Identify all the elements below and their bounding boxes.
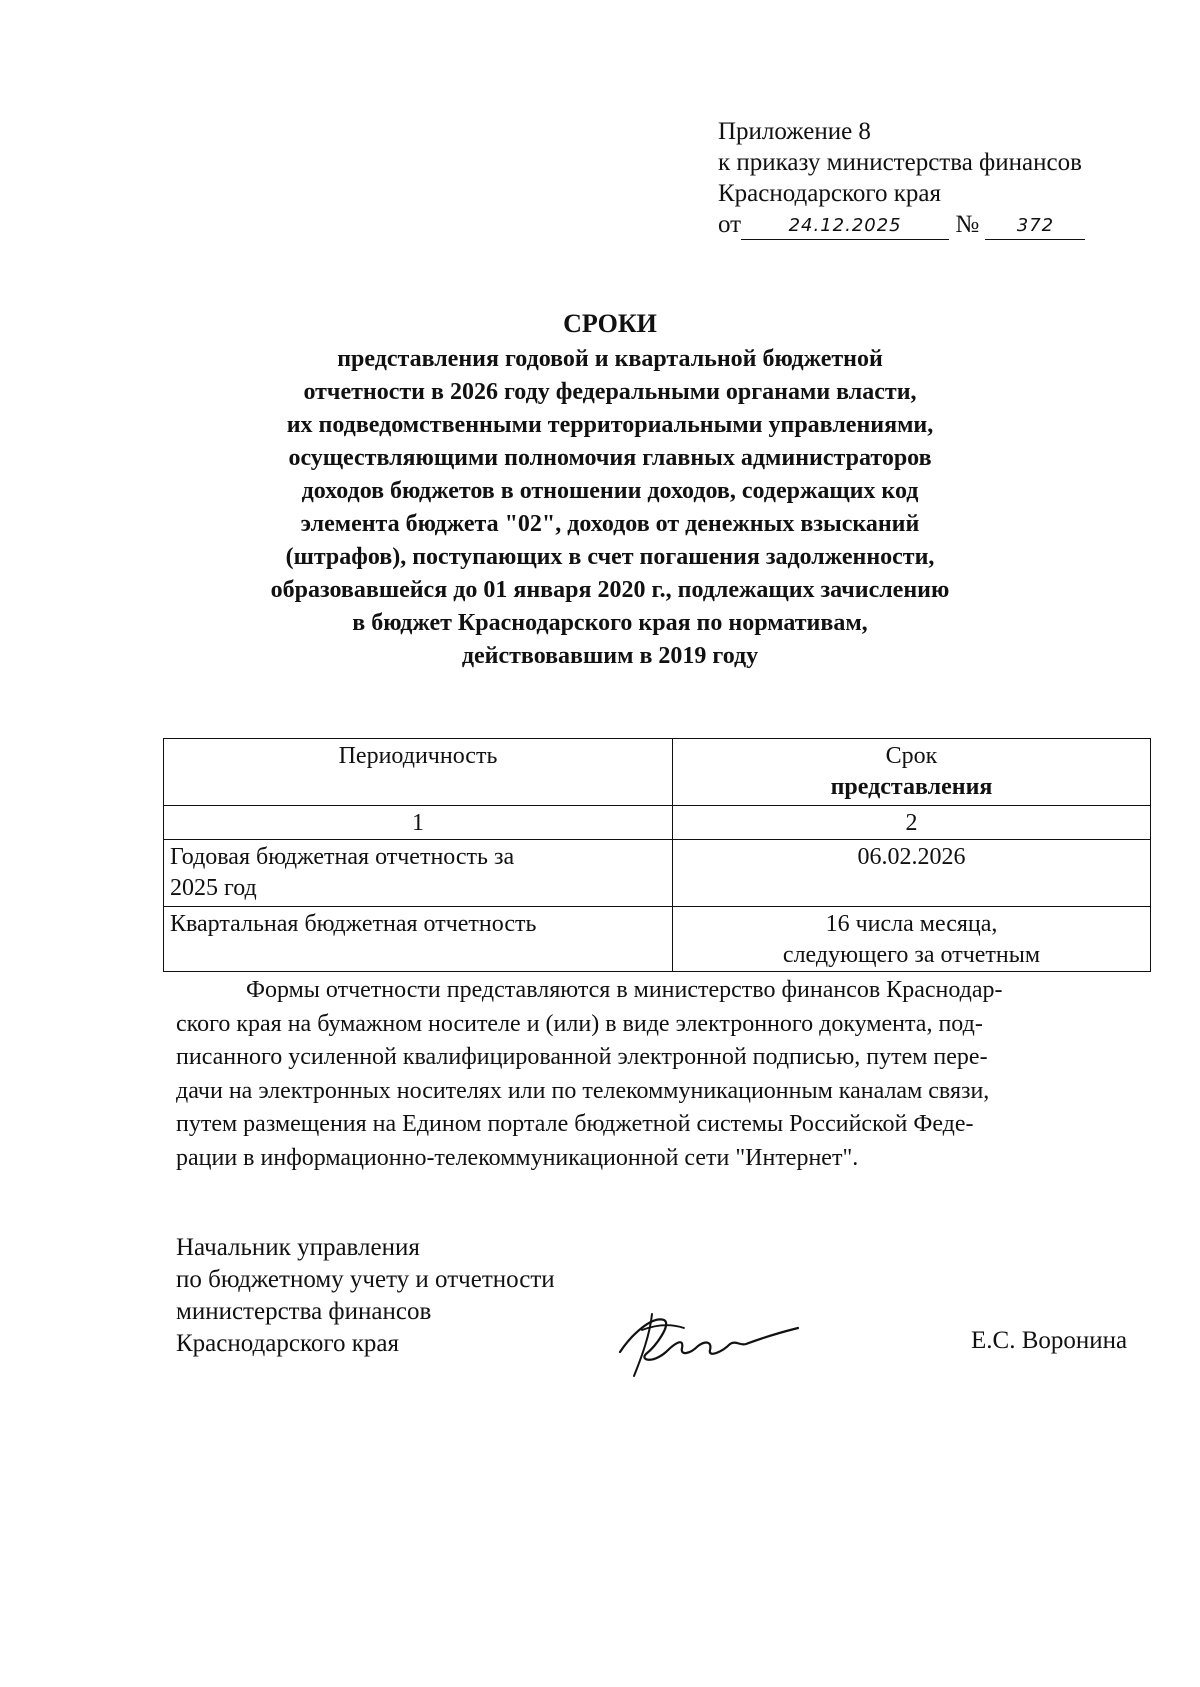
table-number-row — [164, 806, 1151, 840]
signer-name: Е.С. Воронина — [971, 1327, 1128, 1354]
appendix-header — [718, 116, 1085, 240]
period-cell — [164, 907, 673, 972]
header-deadline-line2: представления — [830, 774, 993, 800]
header-deadline — [673, 739, 1151, 806]
header-periodicity: Периодичность — [164, 739, 673, 806]
signatory-title-line: по бюджетному учету и отчетности — [176, 1266, 555, 1293]
signatory-title-line: Краснодарского края — [176, 1330, 399, 1357]
paragraph-line: рации в информационно-телекоммуникационной сети "Интернет". — [176, 1144, 859, 1171]
header-deadline-line1: Срок — [885, 743, 938, 769]
period-cell — [164, 840, 673, 907]
column-number: 2 — [673, 806, 1151, 840]
body-paragraph — [176, 974, 1151, 1175]
subtitle-line: в бюджет Краснодарского края по нормативам, — [352, 610, 868, 636]
signatory-title-line: Начальник управления — [176, 1234, 420, 1261]
deadline-text: следующего за отчетным — [782, 942, 1041, 968]
paragraph-line: дачи на электронных носителях или по телекоммуникационным каналам связи, — [176, 1077, 990, 1104]
appendix-region: Краснодарского края — [718, 180, 941, 207]
deadline-cell — [673, 907, 1151, 972]
subtitle-line: отчетности в 2026 году федеральными органами власти, — [303, 379, 917, 405]
order-number: 372 — [985, 212, 1085, 240]
appendix-order-ref: к приказу министерства финансов — [718, 149, 1082, 176]
schedule-table — [163, 738, 1151, 972]
period-text: 2025 год — [170, 875, 257, 901]
paragraph-line: путем размещения на Едином портале бюджетной системы Российской Феде- — [176, 1111, 974, 1137]
subtitle-line: элемента бюджета "02", доходов от денежных взысканий — [300, 511, 920, 537]
signatory-title-line: министерства финансов — [176, 1298, 432, 1325]
period-text: Квартальная бюджетная отчетность — [170, 911, 537, 937]
document-subtitle — [180, 343, 1040, 673]
table-header-row — [164, 739, 1151, 806]
appendix-number: Приложение 8 — [718, 118, 871, 145]
paragraph-line: писанного усиленной квалифицированной электронной подписью, путем пере- — [176, 1044, 988, 1070]
period-text: Годовая бюджетная отчетность за — [170, 844, 515, 870]
deadline-cell — [673, 840, 1151, 907]
appendix-date-number-line — [718, 209, 1085, 240]
table-row — [164, 840, 1151, 907]
signatory-title — [176, 1232, 555, 1360]
subtitle-line: образовавшейся до 01 января 2020 г., подлежащих зачислению — [270, 577, 950, 603]
subtitle-line: представления годовой и квартальной бюджетной — [337, 346, 883, 372]
paragraph-line: Формы отчетности представляются в министерство финансов Краснодар- — [246, 977, 1003, 1003]
subtitle-line: действовавшим в 2019 году — [461, 643, 759, 669]
deadline-text: 16 числа месяца, — [825, 911, 998, 937]
column-number: 1 — [164, 806, 673, 840]
subtitle-line: осуществляющими полномочия главных администраторов — [288, 445, 932, 471]
document-title: СРОКИ — [563, 309, 657, 338]
paragraph-line: ского края на бумажном носителе и (или) в виде электронного документа, под- — [176, 1010, 983, 1037]
subtitle-line: их подведомственными территориальными управлениями, — [286, 412, 934, 438]
date-prefix: от — [718, 211, 742, 238]
subtitle-line: (штрафов), поступающих в счет погашения задолженности, — [285, 544, 935, 570]
subtitle-line: доходов бюджетов в отношении доходов, содержащих код — [301, 478, 919, 504]
number-prefix: № — [955, 211, 980, 238]
table-row — [164, 907, 1151, 972]
order-date: 24.12.2025 — [741, 212, 949, 240]
deadline-text: 06.02.2026 — [857, 844, 966, 870]
handwritten-signature — [612, 1294, 802, 1380]
